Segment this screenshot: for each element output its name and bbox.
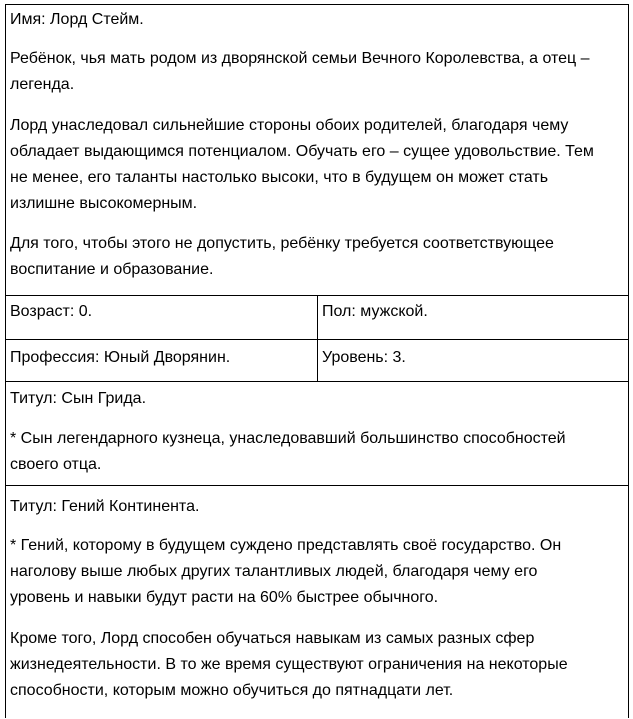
title-1-description-line-2: своего отца.	[10, 456, 102, 473]
age-value: Возраст: 0.	[10, 303, 93, 320]
intro-line-2: легенда.	[10, 76, 75, 93]
upbringing-line-2: воспитание и образование.	[10, 261, 214, 278]
age-cell	[6, 296, 318, 339]
stats-row-profession-level	[6, 340, 628, 382]
title-2-description-line-2: наголову выше любых других талантливых людей, благодаря чему его	[10, 563, 538, 580]
description-line-4: излишне высокомерным.	[10, 195, 198, 212]
gender-value: Пол: мужской.	[322, 303, 428, 320]
character-status-window	[5, 4, 629, 718]
title-section-2	[6, 486, 628, 719]
stats-row-age-gender	[6, 296, 628, 340]
level-cell	[318, 340, 628, 381]
description-line-3: не менее, его таланты настолько высоки, что в будущем он может стать	[10, 169, 549, 186]
title-2-description-line-3: уровень и навыки будут расти на 60% быстрее обычного.	[10, 589, 439, 606]
title-1-description-line-1: * Сын легендарного кузнеца, унаследовавший большинство способностей	[10, 430, 566, 447]
profession-cell	[6, 340, 318, 381]
title-2-description-line-1: * Гений, которому в будущем суждено представлять своё государство. Он	[10, 537, 562, 554]
description-line-1: Лорд унаследовал сильнейшие стороны обоих родителей, благодаря чему	[10, 117, 569, 134]
profession-value: Профессия: Юный Дворянин.	[10, 349, 231, 366]
character-name: Имя: Лорд Стейм.	[10, 11, 144, 28]
title-section-1	[6, 382, 628, 486]
title-2-name: Титул: Гений Континента.	[10, 498, 200, 515]
title-2-extra-line-1: Кроме того, Лорд способен обучаться навыкам из самых разных сфер	[10, 630, 535, 647]
title-1-name: Титул: Сын Грида.	[10, 390, 147, 407]
profile-section	[6, 5, 628, 296]
upbringing-line-1: Для того, чтобы этого не допустить, ребёнку требуется соответствующее	[10, 235, 554, 252]
level-value: Уровень: 3.	[322, 349, 406, 366]
title-2-extra-line-2: жизнедеятельности. В то же время существуют ограничения на некоторые	[10, 656, 568, 673]
title-2-extra-line-3: способности, которым можно обучиться до пятнадцати лет.	[10, 682, 454, 699]
intro-line-1: Ребёнок, чья мать родом из дворянской семьи Вечного Королевства, а отец –	[10, 50, 590, 67]
description-line-2: обладает выдающимся потенциалом. Обучать его – сущее удовольствие. Тем	[10, 143, 594, 160]
gender-cell	[318, 296, 628, 339]
